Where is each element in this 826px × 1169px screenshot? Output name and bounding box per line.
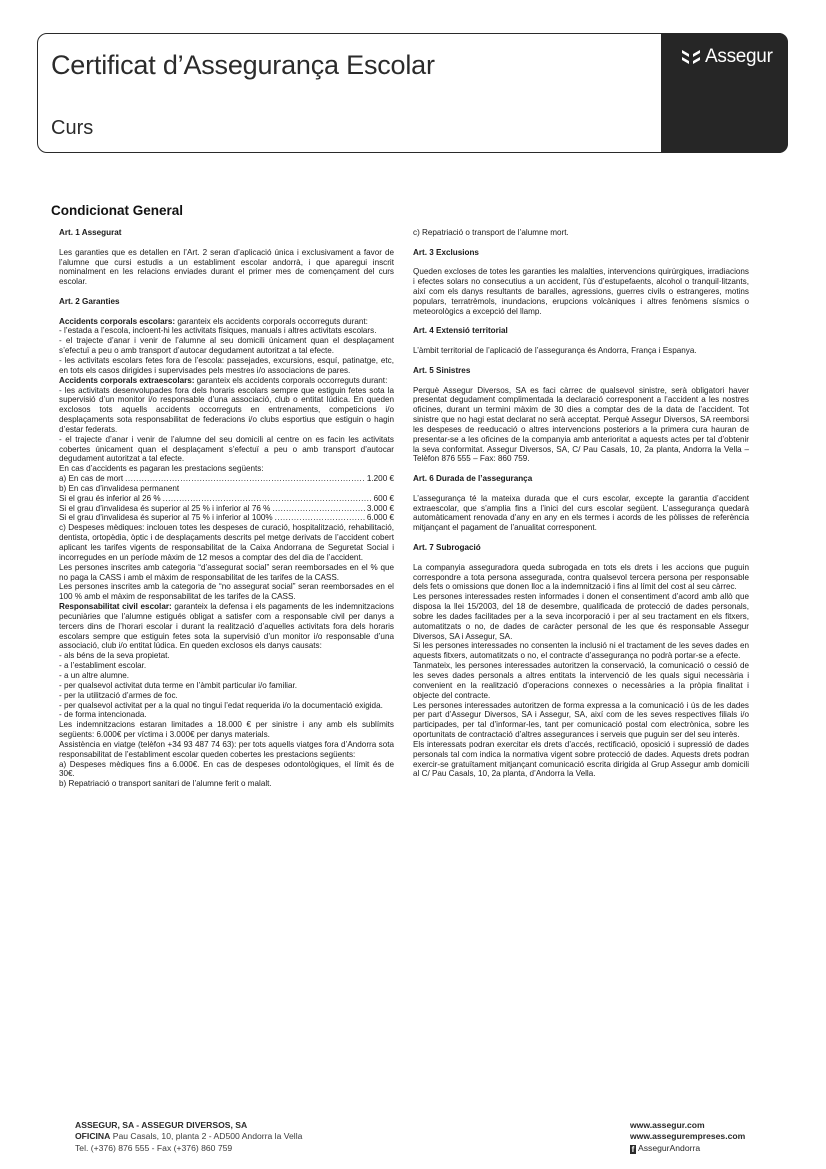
article-text: Si les persones interessades no consenten la inclusió ni el tractament de les seves dades en aquests fitxers, automatitzats o no, el contracte d’assegurança no podrà portar-se a efecte.	[413, 641, 749, 661]
list-item: - a un altre alumne.	[59, 670, 130, 680]
paragraph: Les persones inscrites amb categoria “d’assegurat social” seran reemborsades en el % que no paga la CASS i amb el màxim de responsabilitat de les tarifes de la CASS.	[59, 562, 394, 582]
article-text: L’assegurança té la mateixa durada que el curs escolar, excepte la garantia d’accident extraescolar, que s’amplia fins a l’inici del curs escolar següent. L’assegurança quedarà automàticament renovada d’any en any en els termes i acords de les pòlisses de referència mitjançant el pagament de l’anualitat corresponent.	[413, 493, 749, 533]
list-item: - l’estada a l’escola, incloent-hi les activitats físiques, manuals i altres activitats escolars.	[59, 326, 377, 336]
office-address: Pau Casals, 10, planta 2 - AD500 Andorra la Vella	[110, 1131, 303, 1142]
paragraph: b) En cas d’invalidesa permanent	[59, 483, 180, 493]
web-link-assegur[interactable]: www.assegur.com	[630, 1120, 705, 1130]
paragraph: Les indemnitzacions estaran limitades a 18.000 € per sinistre i any amb els sublímits següents: 6.000€ per víctima i 3.000€ per danys materials.	[59, 720, 394, 740]
benefit-row: Si el grau d’invalidesa és superior al 75 % i inferior al 100% ..... 6.000 €	[59, 513, 394, 523]
bold-label: Accidents corporals extraescolars:	[59, 375, 195, 385]
section-title: Condicionat General	[51, 203, 184, 218]
article-text: La companyia asseguradora queda subrogada en tots els drets i les accions que puguin correspondre a tota persona assegurada, contra qualsevol tercera persona per responsable dels fets o omissions que donen lloc a la indemnització i fins al límit del cost al seu càrrec.	[413, 562, 749, 592]
paragraph: Les persones inscrites amb la categoria de “no assegurat social” seran reemborsades en el 100 % amb el màxim de responsabilitat de les tarifes de la CASS.	[59, 582, 394, 602]
article-heading: Art. 3 Exclusions	[413, 247, 479, 257]
article-heading: Art. 1 Assegurat	[59, 228, 122, 237]
benefit-row: Si el grau és inferior al 26 % ..... 600 €	[59, 494, 394, 504]
footer-phone: Tel. (+376) 876 555 - Fax (+376) 860 759	[75, 1142, 233, 1153]
office-label: OFICINA	[75, 1131, 111, 1142]
right-column	[413, 228, 749, 779]
list-item: - el trajecte d’anar i venir de l’alumne del seu domicili al centre on es facin les activitats cobertes únicament quan el desplaçament s’efectuï a peu o amb transport d’autocar degudament autoritzat a tal efecte.	[59, 434, 394, 464]
paragraph-text: garanteix els accidents corporals occorreguts durant:	[194, 375, 388, 385]
list-item: - de forma intencionada.	[59, 710, 147, 720]
list-item: - les activitats escolars fetes fora de l’escola: passejades, excursions, esquí, patinatge, etc, en tots els casos dirigides i supervisades pels mestres i/o associacions de pares.	[59, 355, 394, 375]
list-item: - a l’establiment escolar.	[59, 661, 147, 671]
footer-links	[630, 1120, 745, 1154]
assegur-logo	[681, 46, 781, 68]
facebook-label: AssegurAndorra	[638, 1142, 701, 1153]
footer-contact	[75, 1120, 302, 1154]
facebook-link[interactable]	[630, 1143, 745, 1154]
bold-label: Responsabilitat civil escolar:	[59, 602, 172, 612]
list-item: - el trajecte d’anar i venir de l’alumne al seu domicili únicament quan el desplaçament s’efectuï a peu o amb transport d’autocar degudament autoritzat a tal efecte.	[59, 336, 394, 356]
paragraph-text: garanteix la defensa i els pagaments de les indemnitzacions pecuniàries que l’alumne estigués obligat a satisfer com a responsable civil per danys a tercers dins de l’horari escolar i durant la realització d’aquelles activitats fora dels horaris escolars sempre que estiguin fetes sota la supervisió d’un monitor i/o responsable d’una associació, club i/o entitat lúdica. En queden exclosos els danys causats:	[59, 602, 394, 651]
article-text: Les persones interessades autoritzen de forma expressa a la comunicació i ús de les dades per part d’Assegur Diversos, SA i Assegur, SA, així com de les seves respectives filials i/o participades, per tal d’informar-les, tant per comunicació postal com electrònica, sobre les oportunitats de contractació d’altres assegurances i serveis que puguin ser del seu interès.	[413, 700, 749, 740]
list-item: - per la utilització d’armes de foc.	[59, 690, 178, 700]
footer-company: ASSEGUR, SA - ASSEGUR DIVERSOS, SA	[75, 1120, 248, 1130]
list-item: - per qualsevol activitat per a la qual no tingui l’edat requerida i/o la documentació exigida.	[59, 700, 383, 710]
article-text: Perquè Assegur Diversos, SA es faci càrrec de qualsevol sinistre, serà obligatori haver presentat degudament complimentada la declaració corresponent a l’accident a les nostres oficines, durant un termini màxim de 30 dies a comptar des de la data de l’accident. Tot sinistre que no hagi estat declarat no serà acceptat. Perquè Assegur Diversos, SA reemborsi les despeses de reeducació o altres intervencions posteriors a la primera cura hauran de presentar-se a les oficines de la companyia amb anterioritat a aquests actes per tal d’obtenir la seva conformitat. Assegur Diversos, SA, C/ Pau Casals, 10, 2a planta, Andorra la Vella – Telèfon 876 555 – Fax: 860 759.	[413, 385, 749, 464]
logo-text: Assegur	[705, 46, 773, 67]
article-heading: Art. 7 Subrogació	[413, 543, 481, 552]
paragraph	[59, 602, 394, 651]
paragraph	[59, 376, 394, 386]
list-item: a) Despeses mèdiques fins a 6.000€. En cas de despeses odontològiques, el límit és de 30€.	[59, 759, 394, 779]
list-item: c) Repatriació o transport de l’alumne mort.	[413, 228, 569, 237]
benefit-row: a) En cas de mort ..... 1.200 €	[59, 474, 394, 484]
paragraph: c) Despeses mèdiques: inclouen totes les despeses de curació, hospitalització, rehabilitació, dentista, ortopèdia, òptic i de desplaçaments descrits pel metge derivats de l’accident cobert aplicant les tarifes vigents de responsabilitat de la Caixa Andorrana de Seguretat Social i incorregudes en un període màxim de 12 mesos a comptar des del dia de l’accident.	[59, 523, 394, 562]
article-text: Queden excloses de totes les garanties les malalties, intervencions quirúrgiques, irradiacions i efectes solars no consecutius a un accident, l’ús d’estupefaents, alcohol o tranquil·litzants, així com els danys resultants de baralles, agressions, guerres civils o estrangeres, motins populars, terratrèmols, inundacions, erupcions volcàniques i altres fenòmens sísmics o meteorològics a excepció del llamp.	[413, 267, 749, 316]
article-heading: Art. 4 Extensió territorial	[413, 326, 508, 336]
list-item: - les activitats desenvolupades fora dels horaris escolars sempre que estiguin fetes sota la supervisió d’un monitor i/o responsable d’una associació, club o entitat lúdica. En queden exclosos tots aquells accidents occorreguts en entrenaments, competicions i/o desplaçaments sota responsabilitat de federacions i/o clubs esportius que estiguin o hagin d’estar federats.	[59, 385, 394, 434]
benefit-row: Si el grau d’invalidesa és superior al 25 % i inferior al 76 % ..... 3.000 €	[59, 504, 394, 514]
list-item: - als béns de la seva propietat.	[59, 651, 170, 661]
document-title: Certificat d’Assegurança Escolar	[51, 50, 435, 80]
web-link-assegurempreses[interactable]: www.assegurempreses.com	[630, 1131, 746, 1142]
article-text: Les persones interessades resten informades i donen el consentiment d’acord amb allò que disposa la llei 15/2003, del 18 de desembre, qualificada de protecció de dades personals, sobre les dades facilitades per a la seva incorporació i per al seu tractament en els fitxers, automatitzats o no, de dades de caràcter personal de les que és responsable Assegur Diversos, SA i Assegur, SA.	[413, 592, 749, 641]
article-text: Les garanties que es detallen en l’Art. 2 seran d’aplicació única i exclusivament a favor de l’alumne que cursi estudis a un establiment escolar andorrà, i que aparegui inscrit nominalment en les relacions enviades durant el primer mes de començament del curs escolar.	[59, 247, 394, 287]
paragraph	[59, 317, 394, 327]
article-text: Tanmateix, les persones interessades autoritzen la conservació, la comunicació o cessió de les seves dades personals a altres entitats la intervenció de les quals sigui necessària i convenient en la realització d’operacions connexes o necessàries a la pròpia finalitat i objecte del contracte.	[413, 661, 749, 700]
bold-label: Accidents corporals escolars:	[59, 316, 176, 326]
paragraph-text: garanteix els accidents corporals occorreguts durant:	[175, 316, 368, 326]
article-heading: Art. 5 Sinistres	[413, 365, 471, 375]
list-item: - per qualsevol activitat duta terme en l’àmbit particular i/o familiar.	[59, 680, 297, 690]
list-item: En cas d’accidents es pagaran les prestacions següents:	[59, 464, 264, 474]
article-heading: Art. 2 Garanties	[59, 296, 120, 306]
facebook-icon: f	[631, 1144, 635, 1154]
article-heading: Art. 6 Durada de l’assegurança	[413, 474, 533, 484]
curs-label: Curs	[51, 117, 94, 139]
article-text: Els interessats podran exercitar els drets d’accés, rectificació, oposició i supressió de dades personals tal com indica la normativa vigent sobre protecció de dades. Aquests drets podran exercir-se gratuïtament mitjançant comunicació escrita dirigida al Grup Assegur amb domicili al C/ Pau Casals, 10, 2a planta, d’Andorra la Vella.	[413, 739, 749, 779]
assegur-logo-mark-icon	[681, 48, 701, 66]
left-column	[59, 228, 394, 789]
list-item: b) Repatriació o transport sanitari de l’alumne ferit o malalt.	[59, 779, 272, 789]
article-text: L’àmbit territorial de l’aplicació de l’assegurança és Andorra, França i Espanya.	[413, 346, 697, 356]
paragraph: Assistència en viatge (telèfon +34 93 487 74 63): per tots aquells viatges fora d’Andorra sota responsabilitat de l’establiment escolar queden cobertes les prestacions següents:	[59, 739, 394, 759]
footer-office	[75, 1131, 302, 1142]
